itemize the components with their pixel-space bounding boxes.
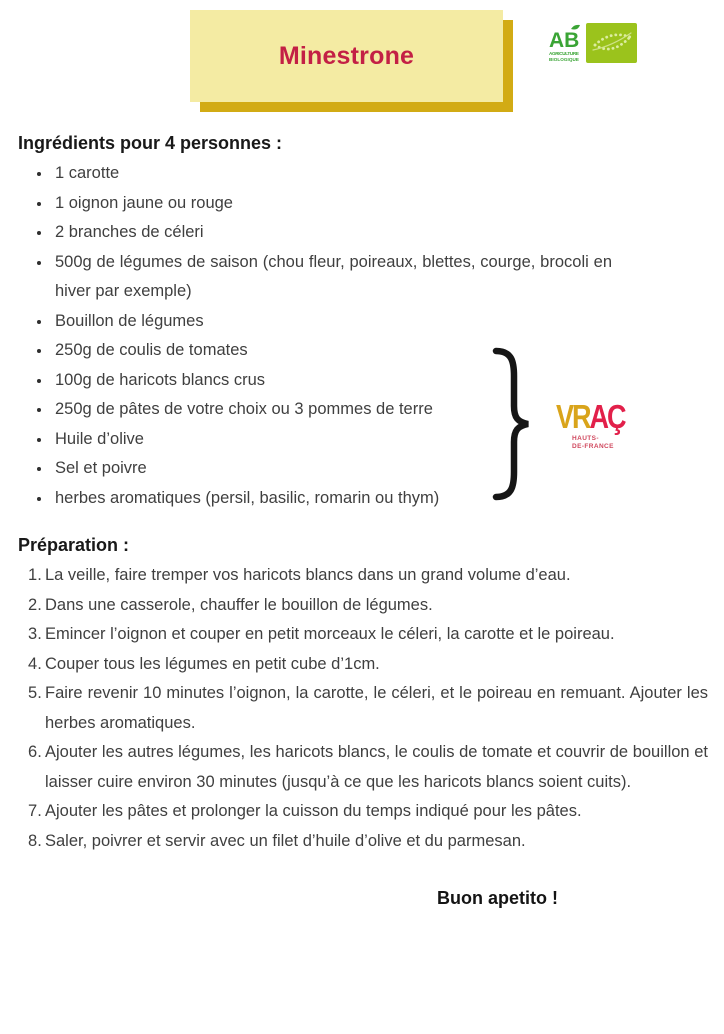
recipe-title-banner [190,10,503,102]
preparation-steps-list [18,561,708,856]
step-item: Saler, poivrer et servir avec un filet d’huile d’olive et du parmesan. [45,831,526,850]
ingredient-item: • 2 branches de céleri [52,218,612,248]
closing-text: Buon apetito ! [437,888,558,908]
certification-logos [545,23,637,63]
eu-organic-leaf-icon [586,23,637,63]
vrac-wordmark [556,400,625,433]
vrac-letter: A [589,398,608,435]
step-item: La veille, faire tremper vos haricots blancs dans un grand volume d’eau. [45,566,571,584]
ingredient-item: • 100g de haricots blancs crus [52,366,612,396]
svg-text:AB: AB [549,29,580,52]
ingredient-item: • 1 carotte [52,159,612,189]
ingredient-item: • Sel et poivre [52,454,612,484]
preparation-heading: Préparation : [18,535,130,555]
curly-brace-icon [489,346,535,502]
vrac-letter: V [556,398,573,435]
ingredient-item: • 1 oignon jaune ou rouge [52,189,612,219]
ingredient-item: • 500g de légumes de saison (chou fleur, poireaux, blettes, courge, brocoli en hiver par exemple) [52,248,612,307]
ingredient-item: • 250g de pâtes de votre choix ou 3 pommes de terre [52,395,612,425]
ab-organic-logo-icon [545,23,583,63]
ingredient-item: • herbes aromatiques (persil, basilic, romarin ou thym) [52,484,612,514]
ingredient-item: • Bouillon de légumes [52,307,612,337]
step-item: Dans une casserole, chauffer le bouillon de légumes. [45,595,433,614]
step-item: Emincer l’oignon et couper en petit morceaux le céleri, la carotte et le poireau. [45,625,615,643]
step-item: Ajouter les autres légumes, les haricots blancs, le coulis de tomate et couvrir de bouillon et laisser cuire environ 30 minutes (jusqu’à ce que les haricots blancs soient cuits). [45,743,708,791]
svg-text:BIOLOGIQUE: BIOLOGIQUE [549,57,579,62]
page-title: Minestrone [278,41,415,70]
step-item: Faire revenir 10 minutes l’oignon, la carotte, le céleri, et le poireau en remuant. Ajouter les herbes aromatiques. [45,684,708,732]
vrac-letter: Ç [607,398,625,435]
vrac-region-label: HAUTS- DE-FRANCE [572,435,614,450]
ingredients-heading: Ingrédients pour 4 personnes : [18,133,283,153]
ingredient-item: • Huile d’olive [52,425,612,455]
vrac-hauts-de-france-logo [556,400,646,451]
step-item: Couper tous les légumes en petit cube d’1cm. [45,654,380,673]
svg-text:AGRICULTURE: AGRICULTURE [549,51,579,56]
step-item: Ajouter les pâtes et prolonger la cuisson du temps indiqué pour les pâtes. [45,802,582,820]
vrac-letter: R [572,398,590,435]
ingredient-item: • 250g de coulis de tomates [52,336,612,366]
